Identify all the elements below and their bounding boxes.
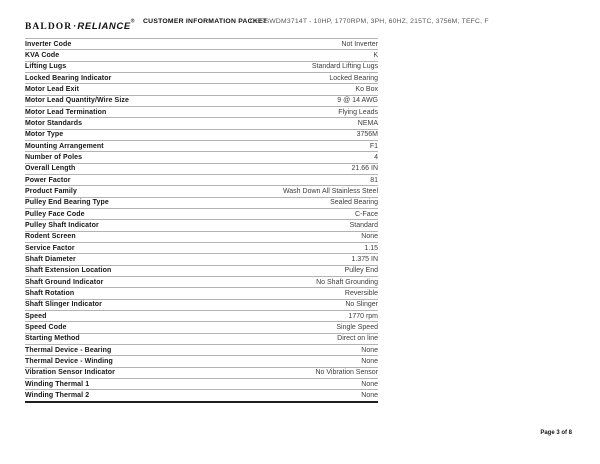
spec-value: 1770 rpm xyxy=(348,312,378,320)
table-row xyxy=(25,72,378,83)
document-header xyxy=(0,16,600,32)
spec-label: Thermal Device - Bearing xyxy=(25,346,112,354)
spec-value: None xyxy=(361,233,378,241)
spec-label: KVA Code xyxy=(25,51,60,59)
table-row xyxy=(25,106,378,117)
table-row xyxy=(25,276,378,287)
spec-value: Ko Box xyxy=(355,85,378,93)
spec-label: Service Factor xyxy=(25,244,75,252)
spec-value: Single Speed xyxy=(336,323,378,331)
spec-value: 4 xyxy=(374,153,378,161)
spec-value: None xyxy=(361,391,378,399)
spec-value: Wash Down All Stainless Steel xyxy=(282,187,378,195)
spec-value: Pulley End xyxy=(344,267,378,275)
page-number: Page 3 of 8 xyxy=(540,430,572,436)
spec-value: None xyxy=(361,346,378,354)
spec-value: Reversible xyxy=(344,289,378,297)
spec-label: Pulley Shaft Indicator xyxy=(25,221,99,229)
spec-label: Speed Code xyxy=(25,323,67,331)
table-row xyxy=(25,163,378,174)
spec-label: Number of Poles xyxy=(25,153,83,161)
baldor-reliance-logo xyxy=(25,16,134,34)
spec-label: Locked Bearing Indicator xyxy=(25,74,112,82)
spec-label: Winding Thermal 2 xyxy=(25,391,90,399)
table-row xyxy=(25,38,378,49)
spec-value: C-Face xyxy=(355,210,378,218)
spec-value: Standard Lifting Lugs xyxy=(311,63,378,71)
logo-separator: · xyxy=(73,21,77,32)
table-row xyxy=(25,117,378,128)
spec-label: Rodent Screen xyxy=(25,233,76,241)
product-spec-subtitle: CESSWDM3714T - 10HP, 1770RPM, 3PH, 60HZ, 215TC, 3756M, TEFC, F xyxy=(250,18,489,25)
spec-label: Shaft Slinger Indicator xyxy=(25,301,102,309)
spec-value: Sealed Bearing xyxy=(330,199,378,207)
spec-label: Inverter Code xyxy=(25,40,72,48)
table-row xyxy=(25,367,378,378)
table-row xyxy=(25,310,378,321)
spec-label: Motor Lead Termination xyxy=(25,108,107,116)
table-row xyxy=(25,129,378,140)
spec-label: Vibration Sensor Indicator xyxy=(25,369,115,377)
spec-label: Shaft Rotation xyxy=(25,289,75,297)
spec-value: Flying Leads xyxy=(338,108,378,116)
logo-reliance-text: RELIANCE xyxy=(77,21,131,32)
spec-value: 3756M xyxy=(356,131,378,139)
table-row xyxy=(25,253,378,264)
document-title: CUSTOMER INFORMATION PACKET xyxy=(143,18,268,25)
table-row xyxy=(25,185,378,196)
spec-label: Thermal Device - Winding xyxy=(25,357,113,365)
table-row xyxy=(25,197,378,208)
spec-table xyxy=(25,38,378,403)
table-row xyxy=(25,49,378,60)
spec-label: Motor Type xyxy=(25,131,64,139)
spec-value: F1 xyxy=(369,142,378,150)
spec-value: Direct on line xyxy=(337,335,378,343)
spec-value: 81 xyxy=(370,176,378,184)
table-row xyxy=(25,242,378,253)
spec-value: NEMA xyxy=(357,119,378,127)
spec-label: Power Factor xyxy=(25,176,71,184)
spec-label: Pulley End Bearing Type xyxy=(25,199,109,207)
table-row xyxy=(25,83,378,94)
spec-value: Not Inverter xyxy=(341,40,378,48)
spec-label: Motor Standards xyxy=(25,119,83,127)
spec-label: Pulley Face Code xyxy=(25,210,85,218)
spec-value: None xyxy=(361,380,378,388)
spec-value: No Slinger xyxy=(345,301,378,309)
spec-value: None xyxy=(361,357,378,365)
spec-value: No Vibration Sensor xyxy=(315,369,378,377)
spec-label: Lifting Lugs xyxy=(25,63,67,71)
spec-label: Speed xyxy=(25,312,47,320)
spec-label: Shaft Diameter xyxy=(25,255,76,263)
spec-value: 21.66 IN xyxy=(351,165,378,173)
table-row xyxy=(25,389,378,400)
table-row xyxy=(25,174,378,185)
spec-value: K xyxy=(373,51,378,59)
spec-label: Starting Method xyxy=(25,335,80,343)
spec-label: Shaft Extension Location xyxy=(25,267,112,275)
spec-label: Motor Lead Quantity/Wire Size xyxy=(25,97,129,105)
spec-label: Shaft Ground Indicator xyxy=(25,278,104,286)
table-row xyxy=(25,151,378,162)
table-row xyxy=(25,378,378,389)
table-row xyxy=(25,95,378,106)
table-row xyxy=(25,321,378,332)
spec-value: Locked Bearing xyxy=(329,74,378,82)
spec-value: 1.375 IN xyxy=(351,255,378,263)
spec-label: Motor Lead Exit xyxy=(25,85,80,93)
table-row xyxy=(25,344,378,355)
registered-trademark-icon: ® xyxy=(130,18,135,25)
table-row xyxy=(25,231,378,242)
table-row xyxy=(25,287,378,298)
table-row xyxy=(25,299,378,310)
spec-label: Mounting Arrangement xyxy=(25,142,104,150)
table-row xyxy=(25,140,378,151)
spec-value: No Shaft Grounding xyxy=(316,278,378,286)
spec-value: 9 @ 14 AWG xyxy=(337,97,378,105)
spec-label: Overall Length xyxy=(25,165,76,173)
table-row xyxy=(25,208,378,219)
table-row xyxy=(25,61,378,72)
logo-baldor-text: BALDOR xyxy=(25,22,73,32)
table-row xyxy=(25,333,378,344)
spec-value: 1.15 xyxy=(364,244,378,252)
spec-label: Winding Thermal 1 xyxy=(25,380,90,388)
table-row xyxy=(25,219,378,230)
table-row xyxy=(25,355,378,366)
spec-label: Product Family xyxy=(25,187,77,195)
table-row xyxy=(25,265,378,276)
spec-value: Standard xyxy=(349,221,378,229)
